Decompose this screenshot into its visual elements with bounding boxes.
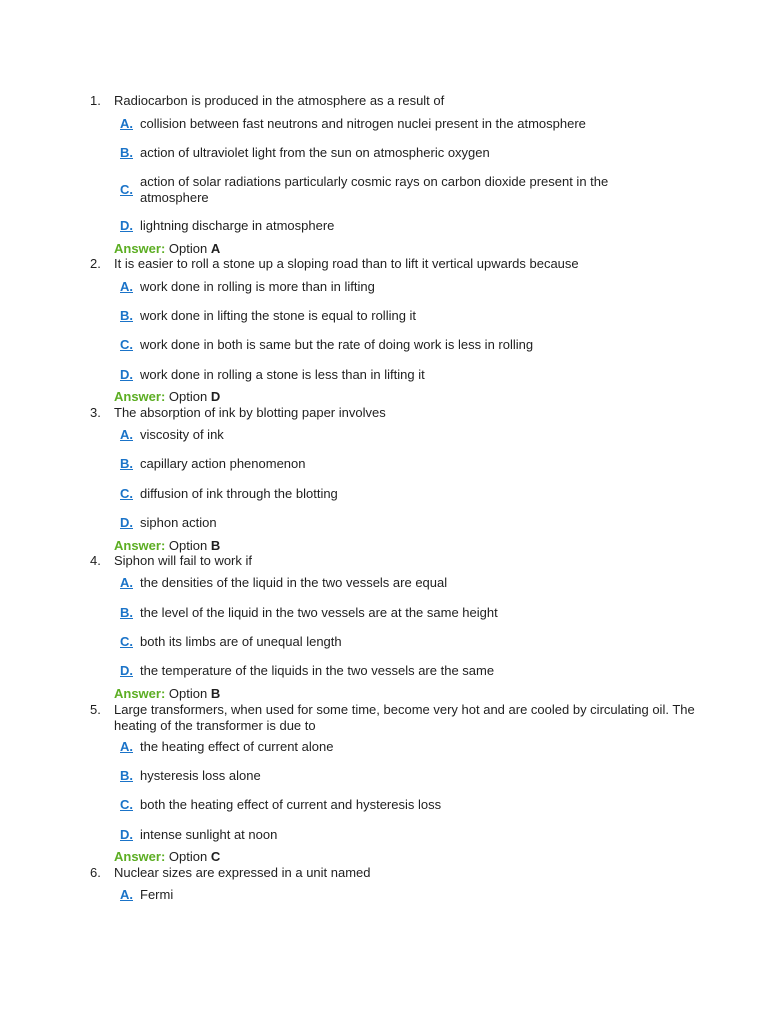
option-text: capillary action phenomenon [140,456,306,471]
question-3 [0,405,768,421]
option-letter-link[interactable]: D. [120,515,133,530]
answer-prefix: Option [168,686,208,701]
option-text: siphon action [140,515,217,530]
option-text: the temperature of the liquids in the two vessels are the same [140,663,495,678]
question-2 [0,256,768,272]
question-text: Large transformers, when used for some time, become very hot and are cooled by circulating oil. The heating of the transformer is due to [114,702,695,733]
question-1 [0,93,768,109]
option-letter-link[interactable]: B. [120,605,133,620]
option-text: action of solar radiations particularly cosmic rays on carbon dioxide present in the atmosphere [140,174,609,205]
option-letter-link[interactable]: A. [120,887,133,902]
answer-prefix: Option [168,389,208,404]
question-number: 1. [90,93,101,108]
option-letter-link[interactable]: C. [120,634,133,649]
option-letter-link[interactable]: C. [120,337,133,352]
answer-line [114,389,220,405]
option-text: both its limbs are of unequal length [140,634,342,649]
answer-line [114,849,220,865]
option-text: viscosity of ink [140,427,224,442]
answer-letter: A [210,241,221,256]
option-letter-link[interactable]: D. [120,218,133,233]
option-text: work done in rolling a stone is less than in lifting it [140,367,425,382]
option-letter-link[interactable]: C. [120,486,133,501]
option-letter-link[interactable]: C. [120,797,133,812]
answer-label: Answer: [114,686,166,701]
answer-label: Answer: [114,241,166,256]
option-letter-link[interactable]: B. [120,145,133,160]
option-letter-link[interactable]: A. [120,116,133,131]
question-text: It is easier to roll a stone up a sloping road than to lift it vertical upwards because [114,256,579,271]
question-number: 2. [90,256,101,271]
option-text: work done in lifting the stone is equal to rolling it [140,308,417,323]
option-letter-link[interactable]: A. [120,279,133,294]
question-text: Radiocarbon is produced in the atmosphere as a result of [114,93,445,108]
answer-line [114,538,220,554]
option-text: Fermi [140,887,174,902]
option-letter-link[interactable]: D. [120,663,133,678]
option-text: work done in rolling is more than in lifting [140,279,375,294]
option-text: collision between fast neutrons and nitrogen nuclei present in the atmosphere [140,116,586,131]
question-4 [0,553,768,569]
option-text: both the heating effect of current and hysteresis loss [140,797,442,812]
option-text: diffusion of ink through the blotting [140,486,338,501]
option-text: intense sunlight at noon [140,827,278,842]
question-text: Nuclear sizes are expressed in a unit named [114,865,371,880]
answer-letter: C [210,849,221,864]
option-letter-link[interactable]: A. [120,427,133,442]
answer-line [114,686,220,702]
answer-label: Answer: [114,538,166,553]
answer-label: Answer: [114,849,166,864]
option-text: the heating effect of current alone [140,739,334,754]
option-letter-link[interactable]: D. [120,827,133,842]
question-text: Siphon will fail to work if [114,553,252,568]
question-text: The absorption of ink by blotting paper involves [114,405,386,420]
option-letter-link[interactable]: B. [120,456,133,471]
question-number: 4. [90,553,101,568]
answer-label: Answer: [114,389,166,404]
option-text: lightning discharge in atmosphere [140,218,335,233]
option-letter-link[interactable]: B. [120,768,133,783]
option-letter-link[interactable]: A. [120,739,133,754]
option-text: work done in both is same but the rate of doing work is less in rolling [140,337,534,352]
question-number: 5. [90,702,101,717]
answer-letter: B [210,686,221,701]
option-text: action of ultraviolet light from the sun on atmospheric oxygen [140,145,490,160]
option-text: the level of the liquid in the two vessels are at the same height [140,605,498,620]
answer-letter: D [210,389,221,404]
question-number: 6. [90,865,101,880]
option-letter-link[interactable]: A. [120,575,133,590]
option-text: hysteresis loss alone [140,768,261,783]
answer-line [114,241,220,257]
question-number: 3. [90,405,101,420]
option-letter-link[interactable]: D. [120,367,133,382]
answer-prefix: Option [168,849,208,864]
answer-prefix: Option [168,241,208,256]
answer-prefix: Option [168,538,208,553]
question-5 [0,702,768,734]
option-letter-link[interactable]: B. [120,308,133,323]
option-letter-link[interactable]: C. [120,182,133,197]
answer-letter: B [210,538,221,553]
option-text: the densities of the liquid in the two vessels are equal [140,575,448,590]
question-6 [0,865,768,881]
